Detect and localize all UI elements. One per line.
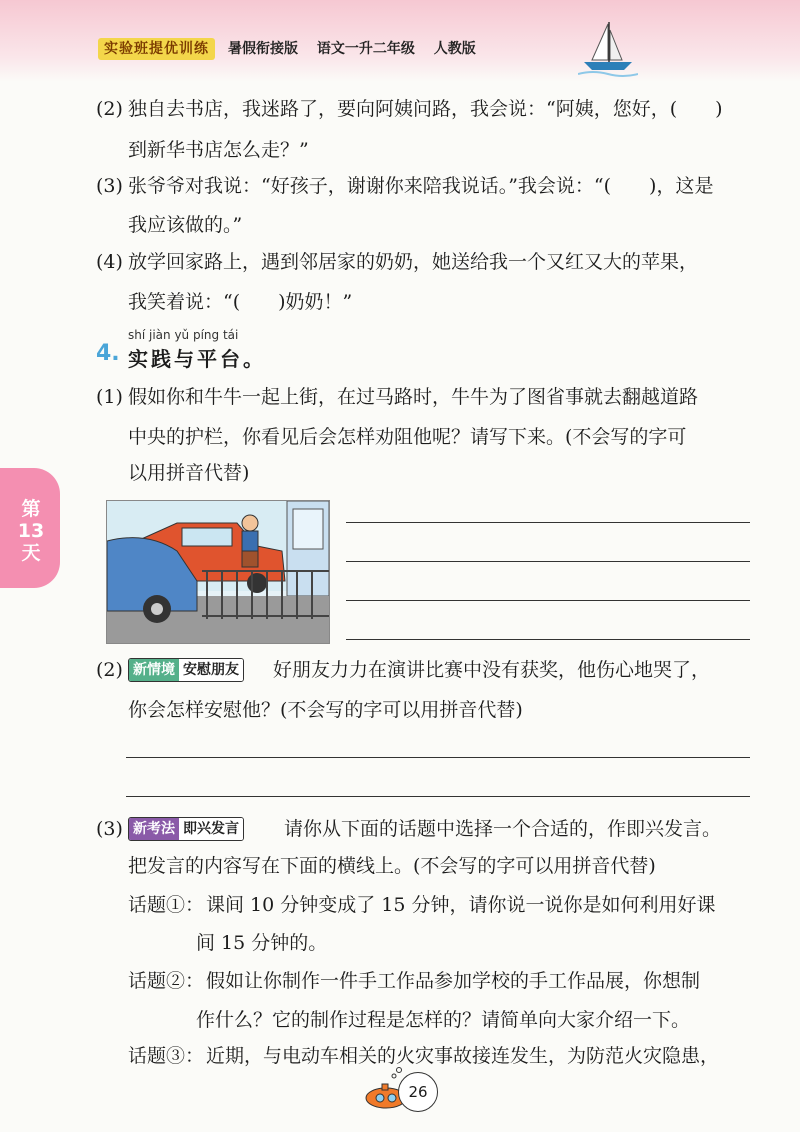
sailboat-icon bbox=[578, 20, 638, 78]
item-text: 我笑着说：“( )奶奶！” bbox=[128, 291, 353, 313]
new-method-badge bbox=[128, 817, 244, 841]
answer-line[interactable] bbox=[346, 600, 750, 601]
new-situation-badge bbox=[128, 658, 244, 682]
question-text: 假如你和牛牛一起上街，在过马路时，牛牛为了图省事就去翻越道路 bbox=[128, 386, 699, 408]
question-text: 你会怎样安慰他？(不会写的字可以用拼音代替) bbox=[128, 699, 523, 721]
item-text: 独自去书店，我迷路了，要向阿姨问路，我会说：“阿姨，您好，( ) bbox=[128, 98, 723, 120]
badge-topic: 安慰朋友 bbox=[179, 659, 243, 681]
answer-line[interactable] bbox=[126, 757, 750, 758]
item-text: 到新华书店怎么走？” bbox=[128, 139, 309, 161]
answer-line[interactable] bbox=[346, 522, 750, 523]
answer-line[interactable] bbox=[346, 639, 750, 640]
topic-label: 话题①： bbox=[128, 894, 205, 916]
subject-label: 语文一升二年级 bbox=[316, 41, 415, 57]
question-number: (3) bbox=[96, 818, 123, 840]
street-illustration bbox=[106, 500, 330, 644]
topic-text: 假如让你制作一件手工作品参加学校的手工作品展，你想制 bbox=[206, 970, 701, 992]
badge-label: 新情境 bbox=[129, 659, 179, 681]
topic-text: 间 15 分钟的。 bbox=[196, 932, 328, 954]
topic-label: 话题②： bbox=[128, 970, 205, 992]
item-number: (4) bbox=[96, 251, 123, 273]
crossing-railing-picture bbox=[107, 501, 329, 643]
badge-label: 新考法 bbox=[129, 818, 179, 840]
header-subtitle bbox=[228, 38, 490, 60]
day-tab-label: 第13天 bbox=[17, 498, 45, 564]
day-side-tab bbox=[0, 468, 60, 588]
item-number: (3) bbox=[96, 175, 123, 197]
topic-text: 近期，与电动车相关的火灾事故接连发生，为防范火灾隐患， bbox=[206, 1045, 720, 1067]
answer-line[interactable] bbox=[126, 796, 750, 797]
edition-label: 暑假衔接版 bbox=[228, 41, 298, 57]
question-text: 请你从下面的话题中选择一个合适的，作即兴发言。 bbox=[284, 818, 722, 840]
answer-line[interactable] bbox=[346, 561, 750, 562]
topic-text: 课间 10 分钟变成了 15 分钟，请你说一说你是如何利用好课 bbox=[206, 894, 716, 916]
page-header bbox=[0, 0, 800, 82]
question-text: 把发言的内容写在下面的横线上。(不会写的字可以用拼音代替) bbox=[128, 855, 656, 877]
page-number: 26 bbox=[398, 1072, 438, 1112]
item-number: (2) bbox=[96, 98, 123, 120]
question-text: 中央的护栏，你看见后会怎样劝阻他呢？请写下来。(不会写的字可 bbox=[128, 426, 687, 448]
section-pinyin: shí jiàn yǔ píng tái bbox=[128, 328, 239, 342]
publisher-label: 人教版 bbox=[433, 41, 476, 57]
topic-text: 作什么？它的制作过程是怎样的？请简单向大家介绍一下。 bbox=[196, 1009, 691, 1031]
section-number: 4. bbox=[96, 341, 120, 366]
item-text: 我应该做的。” bbox=[128, 214, 243, 236]
item-text: 张爷爷对我说：“好孩子，谢谢你来陪我说话。”我会说：“( )，这是 bbox=[128, 175, 714, 197]
question-text: 好朋友力力在演讲比赛中没有获奖，他伤心地哭了， bbox=[273, 659, 711, 681]
brand-label: 实验班提优训练 bbox=[98, 38, 215, 60]
topic-label: 话题③： bbox=[128, 1045, 205, 1067]
badge-topic: 即兴发言 bbox=[179, 818, 243, 840]
item-text: 放学回家路上，遇到邻居家的奶奶，她送给我一个又红又大的苹果， bbox=[128, 251, 699, 273]
question-number: (2) bbox=[96, 659, 123, 681]
question-text: 以用拼音代替) bbox=[128, 462, 250, 484]
section-title: 实践与平台。 bbox=[128, 347, 266, 371]
question-number: (1) bbox=[96, 386, 123, 408]
